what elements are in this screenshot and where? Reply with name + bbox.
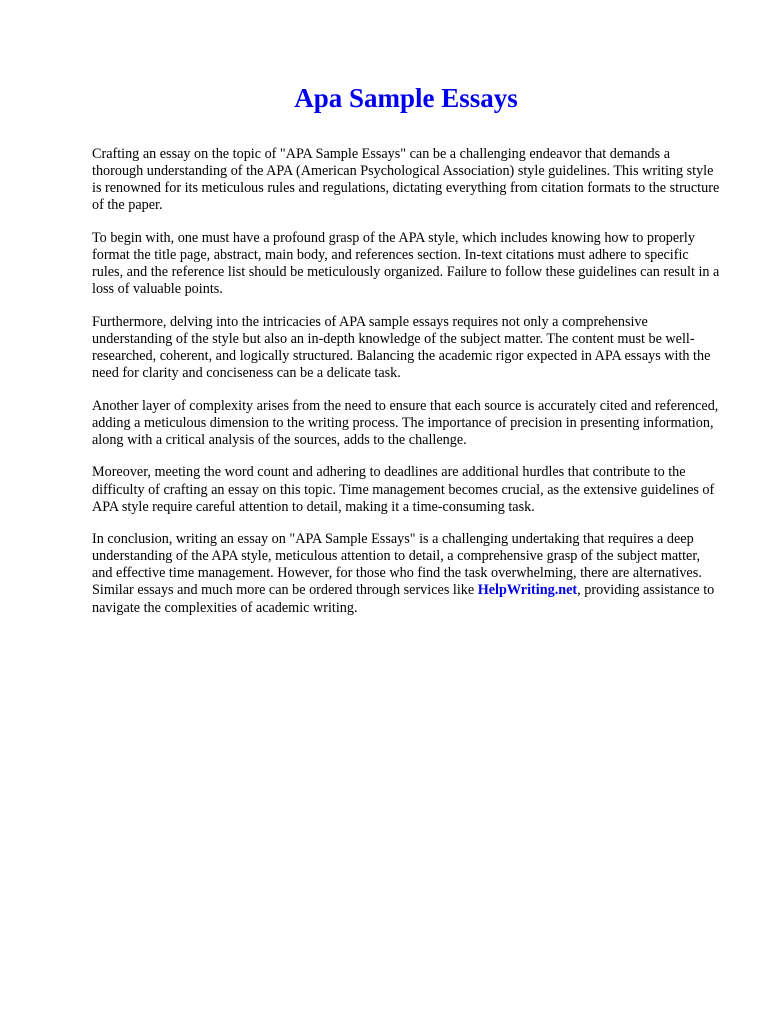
paragraph-3: Furthermore, delving into the intricacies of APA sample essays requires not only a comprehensive understanding of the style but also an in-depth knowledge of the subject matter. The content must be well-researched, coherent, and logically structured. Balancing the academic rigor expected in APA essays with the need for clarity and conciseness can be a delicate task. xyxy=(92,313,711,382)
helpwriting-link[interactable]: HelpWriting.net xyxy=(477,582,578,599)
paragraph-5: Moreover, meeting the word count and adhering to deadlines are additional hurdles that contribute to the difficulty of crafting an essay on this topic. Time management becomes crucial, as the extensive guidelines of APA style require careful attention to detail, making it a time-consuming task. xyxy=(92,464,715,515)
document-title: Apa Sample Essays xyxy=(294,83,518,113)
conclusion-text-before-link: In conclusion, writing an essay on "APA Sample Essays" is a challenging undertaking that requires a deep understanding of the APA style, meticulous attention to detail, a comprehensive grasp of the subject matter, and effective time management. However, for those who find the task overwhelming, there are alternatives. Similar essays and much more can be ordered through services like xyxy=(92,531,702,599)
conclusion-text-after-link: , providing assistance to navigate the complexities of academic writing. xyxy=(92,582,715,616)
conclusion-paragraph xyxy=(92,531,722,616)
document-body xyxy=(92,146,722,632)
paragraph-1: Crafting an essay on the topic of "APA Sample Essays" can be a challenging endeavor that demands a thorough understanding of the APA (American Psychological Association) style guidelines. This writing style is renowned for its meticulous rules and regulations, dictating everything from citation formats to the structure of the paper. xyxy=(92,146,720,214)
paragraph-4: Another layer of complexity arises from the need to ensure that each source is accurately cited and referenced, adding a meticulous dimension to the writing process. The importance of precision in presenting information, along with a critical analysis of the sources, adds to the challenge. xyxy=(92,397,719,448)
paragraph-2: To begin with, one must have a profound grasp of the APA style, which includes knowing how to properly format the title page, abstract, main body, and references section. In-text citations must adhere to specific rules, and the reference list should be meticulously organized. Failure to follow these guidelines can result in a loss of valuable points. xyxy=(92,229,720,298)
